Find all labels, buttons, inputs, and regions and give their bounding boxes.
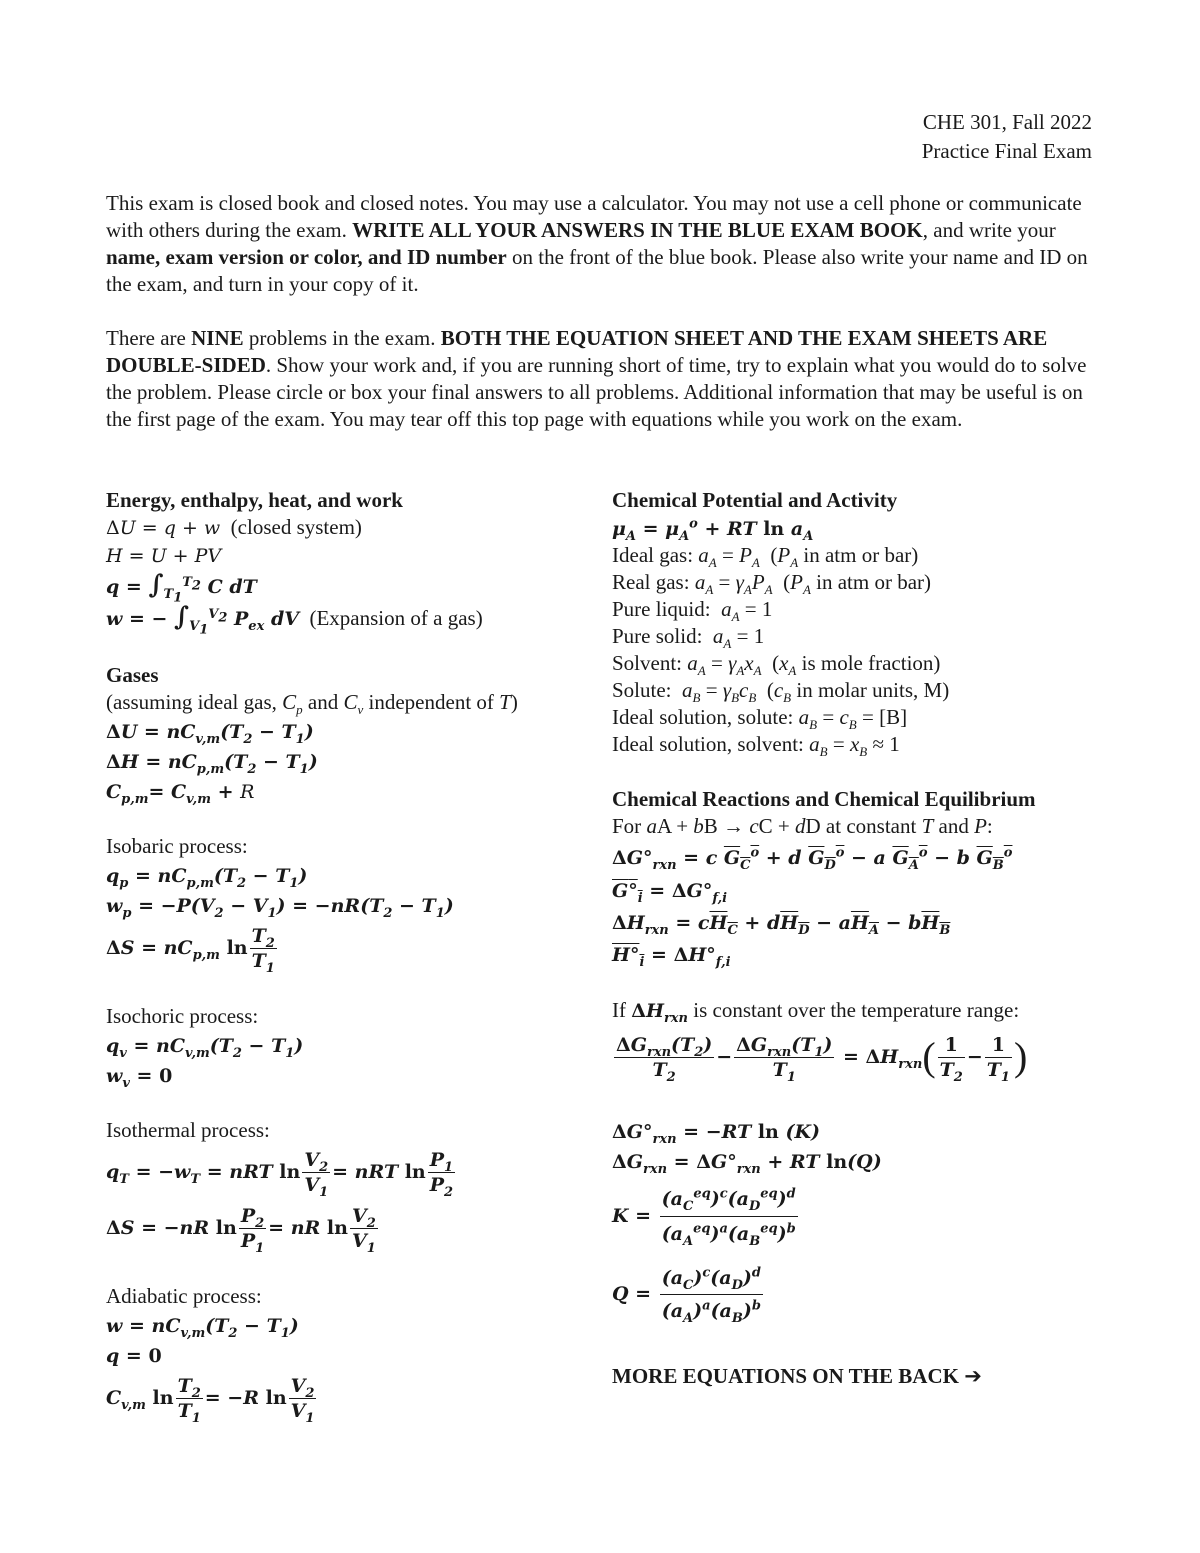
eq-h-formation: $H^\circ_i = \Delta H^\circ_{f,i}$ — [612, 944, 731, 970]
eq-reaction-quotient: Q = $\frac{(a_C)^c(a_D)^d}{(a_A)^a(a_B)^b}$ — [612, 1256, 1112, 1332]
prob-text-2: problems in the exam. — [243, 326, 441, 350]
solvent-activity: Solvent: $a_A = \gamma_Ax_A$ ($x_A$ is mole fraction) — [612, 651, 941, 679]
gibbs-helmholtz-intro: If $\Delta H_{rxn}$ is constant over the temperature range: — [612, 998, 1020, 1026]
prob-bold-1: NINE — [191, 326, 244, 350]
isochoric-label: Isochoric process: — [106, 1004, 259, 1028]
eq-w-adiabatic: $w = nC_{v,m}(T_2 - T_1)$ — [106, 1315, 299, 1341]
exam-title: Practice Final Exam — [921, 139, 1092, 163]
instr-text-1: This exam is closed book and closed notes. You may use a calculator. You may not use a cell phone or communicate with others during the exam. — [106, 191, 1082, 242]
eq-delta-u: $\Delta U = nC_{v,m}(T_2 - T_1)$ — [106, 721, 314, 747]
prob-bold-2: BOTH THE EQUATION SHEET AND THE EXAM SHEETS ARE DOUBLE-SIDED — [106, 326, 1048, 377]
eq-gibbs-helmholtz: $\frac{\Delta G_{rxn}(T_2)}{T_2}$ − $\frac{\Delta G_{rxn}(T_1)}{T_1}$ = $\Delta H_{rxn}$ ( $\frac{1}{T_2}$ − $\frac{1}{T_1}$ ) — [616, 1033, 1028, 1085]
ideal-gas-activity: Ideal gas: $a_A = P_A$ ($P_A$ in atm or bar) — [612, 543, 919, 571]
eq-wp: $w_p = -P(V_2 - V_1) = -nR(T_2 - T_1)$ — [106, 895, 454, 921]
eq-adiabatic-relation: $C_{v,m}$ ln $\frac{T_2}{T_1}$ = −R ln $\frac{V_2}{V_1}$ — [106, 1374, 315, 1426]
eq-delta-g-rxn: $\Delta G^\circ_{rxn} = c$ $G_C^o + d$ $G_D^o - a$ $G_A^o - b$ $G_B^o$ — [612, 845, 1013, 873]
eq-delta-h: $\Delta H = nC_{p,m}(T_2 - T_1)$ — [106, 751, 318, 777]
gases-heading: Gases — [106, 663, 159, 687]
pure-liquid-activity: Pure liquid: $a_A = 1$ — [612, 597, 773, 625]
eq-delta-g-q: $\Delta G_{rxn} = \Delta G^\circ_{rxn}$ + RT ln(Q) — [612, 1151, 882, 1177]
ideal-solute-activity: Ideal solution, solute: $a_B = c_B = [B]$ — [612, 705, 908, 733]
eq-entropy-isobaric: $\Delta S = nC_{p,m}$ ln $\frac{T_2}{T_1}$ — [106, 924, 275, 976]
real-gas-activity: Real gas: $a_A = \gamma_AP_A$ ($P_A$ in atm or bar) — [612, 570, 932, 598]
eq-qt: $q_T = -w_T$ = nRT ln $\frac{V_2}{V_1}$ = nRT ln $\frac{P_1}{P_2}$ — [106, 1148, 454, 1200]
chempot-heading: Chemical Potential and Activity — [612, 488, 898, 512]
instr-text-2: , and write your — [922, 218, 1056, 242]
adiabatic-label: Adiabatic process: — [106, 1284, 262, 1308]
eq-g-formation: $G^\circ_i = \Delta G^\circ_{f,i}$ — [612, 880, 728, 906]
instr-text-3: on the front of the blue book. Please also write your name and ID on the exam, and turn in your copy of it. — [106, 245, 1088, 296]
eq-enthalpy: H = U + PV — [106, 545, 222, 567]
solute-activity: Solute: $a_B = \gamma_Bc_B$ ($c_B$ in molar units, M) — [612, 678, 950, 706]
eq-delta-h-rxn: $\Delta H_{rxn} = cH_C + dH_D - aH_A - bH_B$ — [612, 912, 951, 938]
eq-qp: $q_p = nC_{p,m}(T_2 - T_1)$ — [106, 865, 308, 891]
eq-internal-energy: ΔU = q + w (closed system) — [106, 515, 362, 539]
reactions-heading: Chemical Reactions and Chemical Equilibrium — [612, 787, 1036, 811]
isobaric-label: Isobaric process: — [106, 834, 248, 858]
page-header — [922, 108, 1092, 166]
pure-solid-activity: Pure solid: $a_A = 1$ — [612, 624, 765, 652]
reaction-intro: For aA + bB → cC + dD at constant T and P: — [612, 814, 993, 838]
eq-heat-integral: $q = \int_{T_1}^{T_2}$ C dT — [106, 570, 257, 606]
prob-text-1: There are — [106, 326, 192, 350]
eq-equilibrium-constant: K = $\frac{(a_C^{eq})^c(a_D^{eq})^d}{(a_A^{eq})^a(a_B^{eq})^b}$ — [612, 1176, 1112, 1256]
course-title: CHE 301, Fall 2022 — [922, 110, 1092, 134]
instructions-paragraph — [106, 190, 1096, 298]
problems-paragraph — [106, 325, 1096, 433]
isothermal-label: Isothermal process: — [106, 1118, 270, 1142]
eq-delta-g-k: $\Delta G^\circ_{rxn} = -RT$ ln (K) — [612, 1121, 820, 1147]
eq-work-integral: w = − $\int_{V_1}^{V_2}$ $P_{ex}$ dV (Expansion of a gas) — [106, 602, 483, 638]
eq-cp-cv: $C_{p,m}= C_{v,m} + R$ — [106, 781, 255, 807]
eq-q-adiabatic: q = 0 — [106, 1345, 162, 1367]
eq-qv: $q_v = nC_{v,m}(T_2 - T_1)$ — [106, 1035, 304, 1061]
right-column — [612, 486, 1112, 1393]
ideal-solvent-activity: Ideal solution, solvent: $a_B = x_B \approx 1$ — [612, 732, 900, 760]
eq-chemical-potential: $\mu_A = \mu_A^o$ + RT $\ln a_A$ — [612, 516, 814, 544]
instr-bold-1: WRITE ALL YOUR ANSWERS IN THE BLUE EXAM BOOK — [352, 218, 923, 242]
gases-assumption: (assuming ideal gas, $C_p$ and $C_v$ independent of T) — [106, 690, 518, 718]
prob-text-3: . Show your work and, if you are running short of time, try to explain what you would do to solve the problem. Please circle or box your final answers to all problems. Additional information that may be useful is on the first page of the exam. You may tear off this top page with equations while you work on the exam. — [106, 353, 1087, 431]
eq-wv: $w_v = 0$ — [106, 1065, 173, 1091]
left-column — [106, 486, 596, 1426]
more-equations-note: MORE EQUATIONS ON THE BACK ➔ — [612, 1364, 982, 1388]
eq-entropy-isothermal: ΔS = −nR ln $\frac{P_2}{P_1}$ = nR ln $\frac{V_2}{V_1}$ — [106, 1204, 376, 1256]
energy-heading: Energy, enthalpy, heat, and work — [106, 488, 403, 512]
right-arrow-icon: ➔ — [964, 1364, 982, 1388]
instr-bold-2: name, exam version or color, and ID number — [106, 245, 507, 269]
